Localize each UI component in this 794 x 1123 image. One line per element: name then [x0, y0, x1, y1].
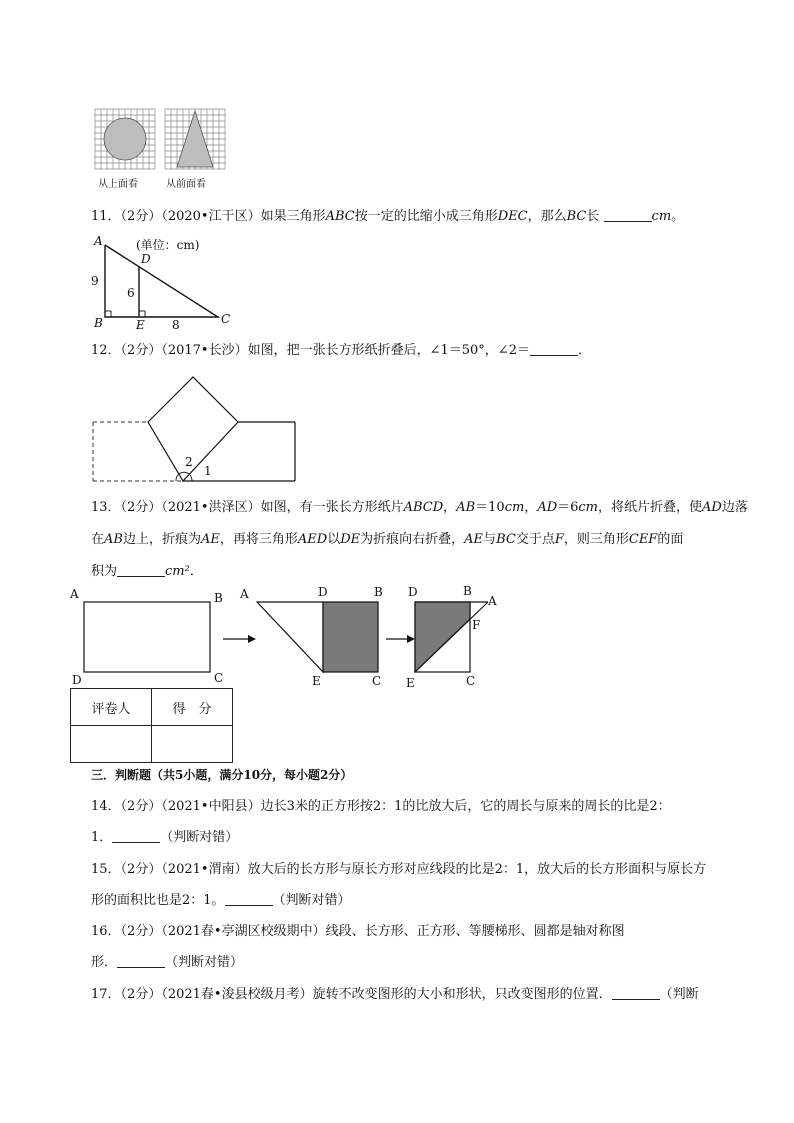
question-11: 11．（2分）（2020•江干区）如果三角形ABC按一定的比缩小成三角形DEC，那么BC长 cm。: [91, 209, 685, 224]
question-14-line1: 14．（2分）（2021•中阳县）边长3米的正方形按2：1的比放大后，它的周长与原来的周长的比是2：: [91, 799, 671, 814]
paper-folding-diagram: [66, 585, 506, 687]
fig3-label-D: D: [408, 585, 418, 599]
fig1-label-A: A: [70, 587, 79, 601]
score-header: 得 分: [152, 689, 233, 726]
fig3-label-C: C: [466, 674, 476, 688]
grid-figures: [90, 108, 230, 190]
answer-blank[interactable]: [117, 953, 165, 968]
circle-shape: [104, 118, 146, 160]
length-ab: 9: [91, 274, 99, 288]
grader-header: 评卷人: [71, 689, 152, 726]
fig2-label-B: B: [374, 585, 383, 599]
question-13-line1: 13．（2分）（2021•洪泽区）如图，有一张长方形纸片ABCD，AB＝10cm，AD＝6cm，将纸片折叠，使AD边落: [91, 500, 748, 515]
answer-blank[interactable]: [112, 828, 160, 843]
question-16-line2: 形． （判断对错）: [91, 955, 244, 970]
label-B: B: [94, 316, 103, 330]
label-C: C: [221, 312, 231, 326]
question-16-line1: 16．（2分）（2021春•亭湖区校级期中）线段、长方形、正方形、等腰梯形、圆都是轴对称图: [91, 924, 625, 939]
unit-note: (单位：cm): [136, 238, 200, 252]
answer-blank[interactable]: [612, 985, 660, 1000]
q13-figure: [66, 584, 506, 690]
length-de: 6: [127, 286, 135, 300]
grader-cell[interactable]: [71, 726, 152, 763]
fig3-label-A: A: [488, 594, 497, 608]
question-17-line1: 17．（2分）（2021春•浚县校级月考）旋转不改变图形的大小和形状，只改变图形的位置． （判断: [91, 987, 699, 1002]
question-15-line2: 形的面积比也是2：1。 （判断对错）: [91, 893, 351, 908]
q12-figure: [90, 372, 300, 484]
fig2-label-E: E: [312, 674, 321, 688]
question-13-line2: 在AB边上，折痕为AE，再将三角形AED以DE为折痕向右折叠，AE与BC交于点F，则三角形CEF的面: [91, 532, 684, 547]
score-cell[interactable]: [152, 726, 233, 763]
question-12: 12．（2分）（2017•长沙）如图，把一张长方形纸折叠后，∠1＝50°，∠2＝ ．: [91, 343, 591, 358]
angle-1-label: 1: [204, 464, 212, 478]
front-view-label: 从前面看: [166, 179, 206, 190]
label-D: D: [141, 252, 151, 266]
top-view-label: 从上面看: [98, 179, 138, 190]
fig1-label-C: C: [214, 671, 224, 685]
front-view-grid: [164, 108, 226, 170]
fig3-label-B: B: [463, 584, 472, 598]
answer-blank[interactable]: [225, 891, 273, 906]
score-table: [70, 688, 233, 763]
fig3-label-F: F: [472, 618, 481, 632]
q11-figure: [88, 232, 248, 332]
answer-blank[interactable]: [604, 207, 652, 222]
question-13-line3: 积为 cm²．: [91, 564, 203, 579]
length-ec: 8: [172, 318, 180, 332]
question-15-line1: 15．（2分）（2021•渭南）放大后的长方形与原长方形对应线段的比是2：1，放大后的长方形面积与原长方: [91, 862, 707, 877]
answer-blank[interactable]: [530, 341, 578, 356]
fig2-label-C: C: [372, 674, 382, 688]
fig1-label-B: B: [214, 591, 223, 605]
fig3-label-E: E: [406, 676, 415, 690]
fig2-label-D: D: [318, 585, 328, 599]
angle-2-label: 2: [185, 455, 193, 469]
label-E: E: [136, 318, 145, 332]
label-A: A: [94, 234, 103, 248]
section-3-heading: 三．判断题（共5小题，满分10分，每小题2分）: [91, 768, 353, 782]
fig1-label-D: D: [72, 673, 82, 687]
answer-blank[interactable]: [117, 562, 165, 577]
folded-paper-diagram: [90, 372, 300, 484]
fig2-label-A: A: [240, 587, 249, 601]
question-14-line2: 1． （判断对错）: [91, 830, 239, 845]
top-view-grid: [94, 108, 156, 170]
